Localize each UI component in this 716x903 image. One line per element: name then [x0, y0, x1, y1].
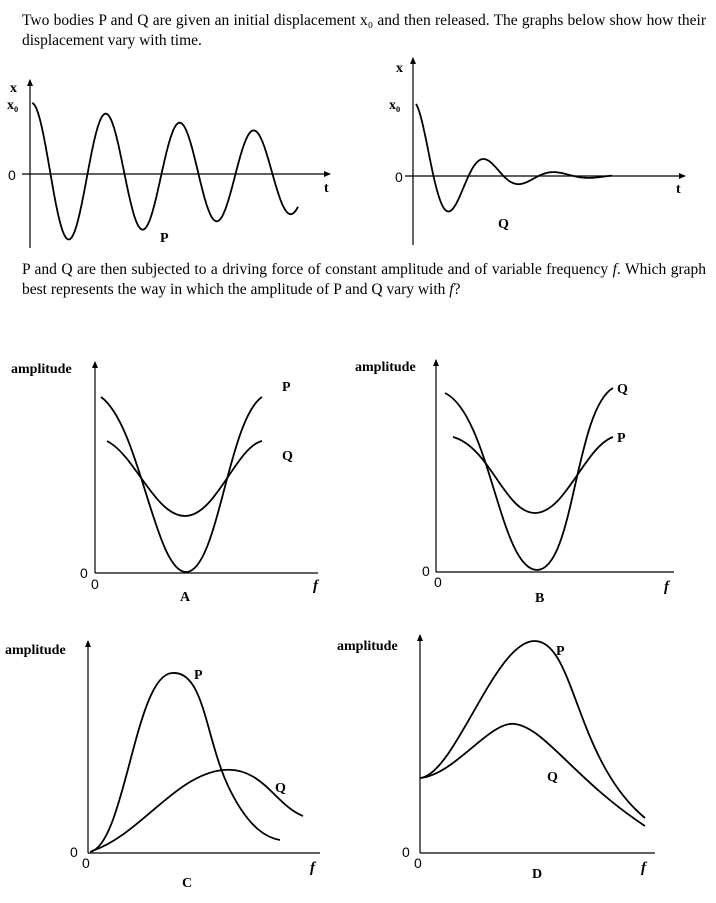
displacement-graph-q: [389, 58, 685, 245]
option-b-label-q: Q: [617, 382, 628, 397]
graph-p-zero-label: 0: [8, 167, 16, 183]
option-b-graph: [355, 360, 674, 606]
option-c-f-label: f: [310, 860, 315, 876]
question-f-2: f: [449, 281, 454, 298]
option-d-origin-x: 0: [414, 855, 422, 871]
option-d-label-p: P: [556, 644, 565, 659]
option-c-amplitude-label: amplitude: [5, 643, 66, 658]
option-a-label-p: P: [282, 380, 291, 395]
graph-q-t-label: t: [676, 182, 681, 197]
graph-q-x-label: x: [396, 61, 403, 76]
option-a-graph: [11, 362, 320, 605]
option-d-label-q: Q: [547, 770, 558, 785]
graph-q-name: Q: [498, 217, 509, 232]
option-c-label-q: Q: [275, 781, 286, 796]
option-c-origin-x: 0: [82, 855, 90, 871]
option-a-f-label: f: [313, 578, 318, 594]
option-a-curve-p: [101, 397, 262, 572]
option-b-origin-y: 0: [422, 563, 430, 579]
option-b-f-label: f: [664, 579, 669, 595]
option-a-curve-q: [107, 441, 262, 516]
option-a-origin-x: 0: [91, 576, 99, 592]
graph-p-x0-label: x₀: [7, 98, 19, 113]
graph-p-x-label: x: [10, 81, 17, 96]
intro-sentence: Two bodies P and Q are given an initial displacement x₀ and then released. The graphs below show how their displacement vary with time.: [22, 12, 706, 49]
option-d-curve-p: [420, 641, 645, 818]
question-part-2: . Which graph best represents the way in which the amplitude of P and Q vary with: [22, 261, 706, 298]
graph-p-t-label: t: [324, 181, 329, 196]
option-d-curve-q: [420, 724, 645, 826]
option-c-graph: [5, 641, 320, 891]
option-d-amplitude-label: amplitude: [337, 639, 398, 654]
option-c-origin-y: 0: [70, 844, 78, 860]
graph-q-x0-label: x₀: [389, 98, 401, 113]
option-d-origin-y: 0: [402, 844, 410, 860]
displacement-graph-p: [7, 80, 330, 248]
question-part-3: ?: [453, 281, 461, 298]
option-a-label-q: Q: [282, 449, 293, 464]
graph-q-zero-label: 0: [395, 169, 403, 185]
option-a-amplitude-label: amplitude: [11, 362, 72, 377]
option-b-amplitude-label: amplitude: [355, 360, 416, 375]
graph-q-displacement-curve: [416, 104, 612, 212]
option-d-graph: [337, 635, 655, 882]
graph-p-name: P: [160, 231, 169, 246]
question-part-1: P and Q are then subjected to a driving force of constant amplitude and of variable frequency: [22, 261, 613, 278]
graph-p-displacement-curve: [32, 103, 298, 240]
option-d-f-label: f: [641, 860, 646, 876]
option-b-curve-p: [453, 437, 613, 513]
question-f-1: f: [612, 261, 617, 278]
option-a-origin-y: 0: [80, 565, 88, 581]
option-d-letter: D: [532, 867, 543, 882]
option-b-curve-q: [445, 388, 613, 570]
option-c-letter: C: [182, 876, 193, 891]
option-c-label-p: P: [194, 668, 203, 683]
option-b-label-p: P: [617, 431, 626, 446]
option-b-letter: B: [535, 591, 545, 606]
option-c-curve-p: [90, 673, 280, 852]
option-b-origin-x: 0: [434, 574, 442, 590]
option-a-letter: A: [180, 590, 191, 605]
